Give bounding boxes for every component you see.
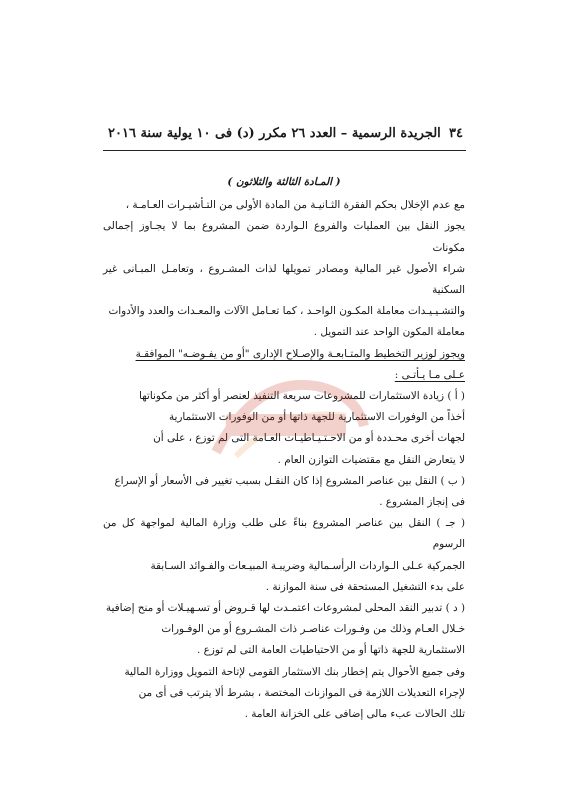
item-a-line: أخذاً من الوفورات الاستثمارية للجهة ذاتها أو من الوفورات الاستثمارية	[168, 411, 465, 424]
item-text: تدبير النقد المحلى لمشروعات اعتمـدت لها قـروض أو تسـهيـلات أو منح إضافية	[105, 602, 443, 615]
item-a-line: لجهات أخرى محـددة أو من الاحـتـيـاطيـات العـامة التى لم توزع ، على أن	[153, 432, 465, 445]
intro-line: شراء الأصول غير المالية ومصادر تمويلها لذات المشـروع ، وتعامـل المبـانى غير السكنية	[103, 262, 465, 297]
item-b-line	[103, 471, 465, 492]
item-b-line: فى إنجاز المشروع .	[379, 496, 465, 509]
item-text: النقل بين عناصر المشروع بناءً على طلب وزارة المالية لمواجهة كل من الرسوم	[103, 517, 465, 551]
item-letter: ( ب )	[440, 474, 465, 487]
item-d-line: الاستثمارية للجهة ذاتها أو من الاحتياطيات العامة التى لم توزع .	[197, 644, 465, 657]
header-divider	[103, 150, 466, 151]
item-c-line	[103, 513, 465, 555]
item-letter: ( جـ )	[436, 517, 465, 530]
intro-line: يجوز النقل بين العمليات والفروع الـواردة ضمن المشروع بما لا يجـاوز إجمالى مكونات	[103, 220, 465, 254]
intro-line: مع عدم الإخلال بحكم الفقرة الثـانيـة من المادة الأولى من التـأشيـرات العـامـة ،	[125, 199, 465, 212]
article-title: ( المـادة الثالثة والثلاثون )	[227, 176, 341, 188]
closing-line: تلك الحالات عبء مالى إضافى على الخزانة العامة .	[244, 708, 465, 721]
item-c-line: الجمركية عـلى الـواردات الرأسـمالية وضريبـة المبيـعات والفـوائد السـابقة	[150, 559, 465, 572]
item-a-line: لا يتعارض النقل مع مقتضيات التوازن العام .	[277, 453, 465, 466]
item-d-line	[103, 598, 465, 619]
on-what-follows-line: عـلى مـا يـأتـى :	[394, 368, 465, 381]
item-letter: ( د )	[445, 602, 465, 615]
minister-authorization-line: ويجوز لوزير التخطيط والمتـابعـة والإصـلاح الإدارى "أو من يفـوضـه" الموافقـة	[135, 347, 465, 360]
page-header	[108, 122, 463, 144]
item-c-line: على بدء التشغيل المستحقة فى سنة الموازنة .	[265, 580, 465, 593]
article-body	[103, 172, 465, 725]
intro-line: والتشـيـيـدات معاملة المكـون الواحـد ، كما تعـامل الآلات والمعـدات والعدد والأدوات	[108, 305, 465, 318]
journal-title: الجريدة الرسمية – العدد ٢٦ مكرر (د) فى ١٠ يولية سنة ٢٠١٦	[108, 125, 441, 141]
item-d-line: خـلال العـام وذلك من وفـورات عناصـر ذات المشـروع أو من الوفـورات	[161, 623, 465, 636]
page-number: ٣٤	[449, 125, 463, 141]
item-text: النقل بين عناصر المشروع إذا كان النقـل بسبب تغيير فى الأسعار أو الإسراع	[114, 474, 438, 487]
closing-line: وفى جميع الأحوال يتم إخطار بنك الاستثمار القومى لإتاحة التمويل ووزارة المالية	[124, 665, 465, 678]
item-letter: ( أ )	[447, 390, 465, 403]
item-a-line	[103, 386, 465, 407]
closing-line: لإجراء التعديلات اللازمة فى الموازنات المختصة ، بشرط ألا يترتب فى أى من	[138, 686, 465, 699]
intro-line: معاملة المكون الواحد عند التمويل .	[313, 326, 465, 339]
item-text: زيادة الاستثمارات للمشروعات سريعة التنفيذ لعنصر أو أكثر من مكوناتها	[138, 390, 445, 403]
